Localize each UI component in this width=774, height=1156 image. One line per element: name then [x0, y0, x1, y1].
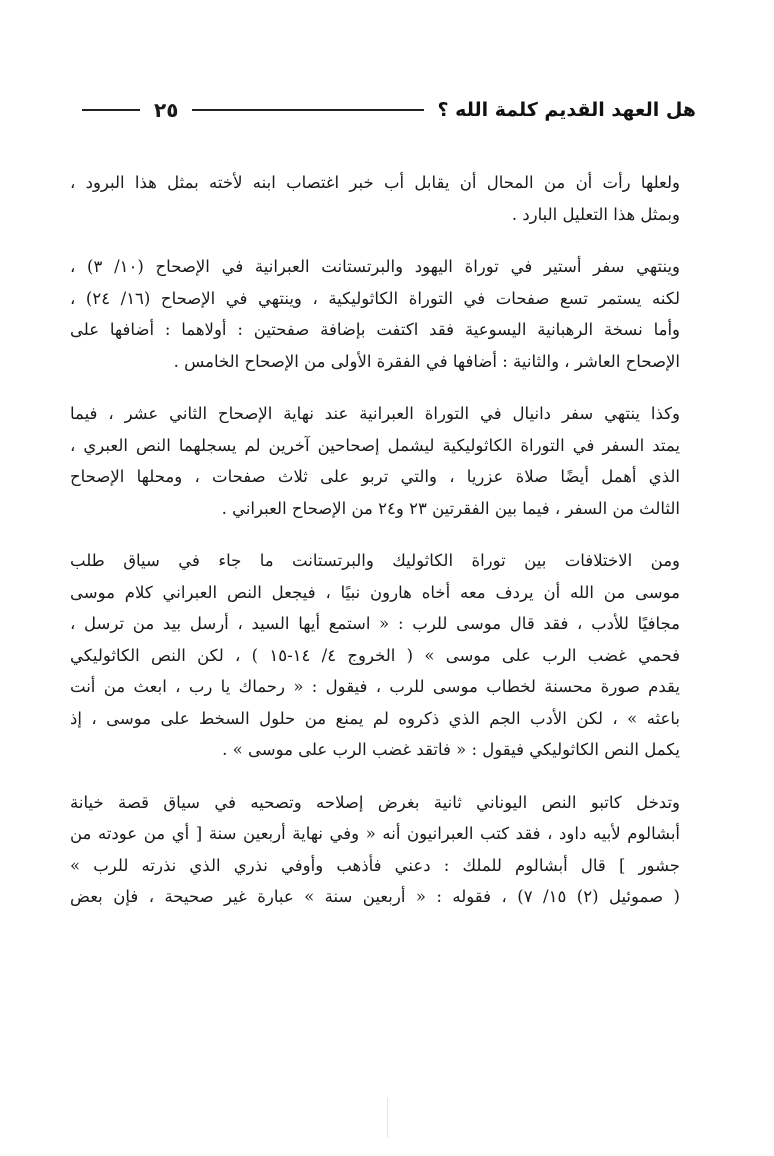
text-line: فحمي غضب الرب على موسى » ( الخروج ٤/ ١٤-١٥ ) ، لكن النص الكاثوليكي [70, 645, 680, 665]
text-line: مجافيًا للأدب ، فقد قال موسى للرب : « استمع أيها السيد ، أرسل بيد من ترسل ، [70, 614, 680, 633]
text-line: ولعلها رأت أن من المحال أن يقابل أب خبر اغتصاب ابنه لأخته بمثل هذا البرود ، [70, 173, 680, 192]
header-title: هل العهد القديم كلمة الله ؟ [437, 99, 696, 121]
body-text [70, 167, 694, 934]
page-number: ٢٥ [154, 98, 179, 122]
text-line: باعثه » ، لكن الأدب الجم الذي ذكروه لم يمنع من حلول السخط على موسى ، إذ [70, 708, 680, 728]
text-line: وينتهي سفر أستير في توراة اليهود والبرتستانت العبرانية في الإصحاح (١٠/ ٣) ، [70, 257, 680, 276]
paragraph-2 [70, 251, 694, 377]
page-gutter-mark [387, 1098, 388, 1138]
text-line: يقدم صورة محسنة لخطاب موسى للرب ، فيقول : « رحماك يا رب ، ابعث من أنت [70, 677, 680, 696]
text-line: وكذا ينتهي سفر دانيال في التوراة العبرانية عند نهاية الإصحاح الثاني عشر ، فيما [70, 404, 680, 423]
text-line: وبمثل هذا التعليل البارد . [511, 204, 680, 224]
text-line: الإصحاح العاشر ، والثانية : أضافها في الفقرة الأولى من الإصحاح الخامس . [173, 351, 680, 371]
text-line: أبشالوم لأبيه داود ، فقد كتب العبرانيون أنه « وفي نهاية أربعين سنة [ أي من عودته من [70, 824, 680, 843]
header-rule-short [82, 109, 140, 111]
text-line: الثالث من السفر ، فيما بين الفقرتين ٢٣ و٢٤ من الإصحاح العبراني . [221, 498, 680, 518]
text-line: يكمل النص الكاثوليكي فيقول : « فاتقد غضب الرب على موسى » . [222, 740, 680, 759]
text-line: يمتد السفر في التوراة الكاثوليكية ليشمل إصحاحين آخرين لم يسجلهما النص العبري ، [70, 435, 680, 455]
text-line: موسى من الله أن يردف معه أخاه هارون نبيًا ، فيجعل النص العبراني كلام موسى [70, 582, 680, 602]
paragraph-5 [70, 787, 694, 913]
header-rule-long [192, 109, 423, 111]
paragraph-4 [70, 545, 694, 766]
text-line: وتدخل كاتبو النص اليوناني ثانية بغرض إصلاحه وتصحيه في سياق قصة خيانة [70, 792, 680, 812]
text-line: ( صموئيل (٢) ١٥/ ٧) ، فقوله : « أربعين سنة » عبارة غير صحيحة ، فإن بعض [70, 887, 680, 906]
paragraph-1 [70, 167, 694, 230]
text-line: ومن الاختلافات بين توراة الكاثوليك والبرتستانت ما جاء في سياق طلب [70, 551, 680, 570]
text-line: الذي أهمل أيضًا صلاة عزريا ، والتي تربو على ثلاث صفحات ، ومحلها الإصحاح [70, 467, 680, 486]
running-header [82, 92, 696, 128]
text-line: جشور ] قال أبشالوم للملك : دعني فأذهب وأوفي نذري الذي نذرته للرب » [70, 855, 680, 875]
text-line: لكنه يستمر تسع صفحات في التوراة الكاثوليكية ، وينتهي في الإصحاح (١٦/ ٢٤) ، [70, 288, 680, 308]
text-line: وأما نسخة الرهبانية اليسوعية فقد اكتفت بإضافة صفحتين : أولاهما : أضافها على [70, 320, 680, 339]
paragraph-3 [70, 398, 694, 524]
